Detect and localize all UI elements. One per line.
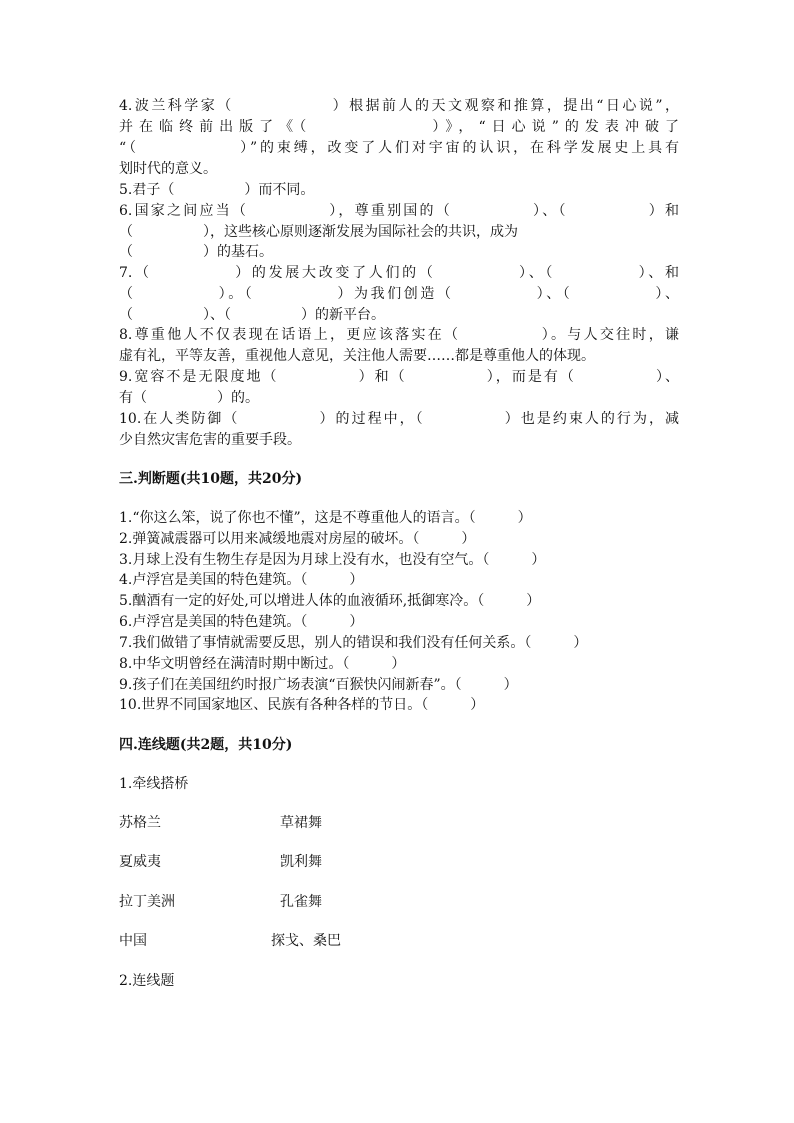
q9-line-2: 有（ ）的。: [119, 390, 259, 406]
section3-title: 三.判断题(共10题，共20分): [119, 471, 303, 487]
q7-line-1: 7.（ ）的发展大改变了人们的（ ）、（ ）、和: [119, 265, 679, 281]
q5-line-1: 5.君子（ ）而不同。: [119, 182, 315, 198]
q10-line-1: 10.在人类防御（ ）的过程中，（ ）也是约束人的行为，减: [119, 411, 679, 427]
match-right-item: 凯利舞: [280, 854, 322, 870]
match-left-item: 夏威夷: [119, 854, 161, 870]
matching-q2-title: 2.连线题: [119, 973, 175, 989]
q4-line-4: 划时代的意义。: [119, 161, 217, 177]
section4-title: 四.连线题(共2题，共10分): [119, 737, 293, 753]
q4-line-3: “（ ）”的束缚，改变了人们对宇宙的认识，在科学发展史上具有: [119, 140, 679, 156]
tf-item-2: 2.弹簧减震器可以用来减缓地震对房屋的破坏。（ ）: [119, 531, 476, 547]
q8-line-2: 虚有礼，平等友善，重视他人意见，关注他人需要……都是尊重他人的体现。: [119, 348, 595, 364]
matching-q1-title: 1.牵线搭桥: [119, 776, 189, 792]
tf-item-8: 8.中华文明曾经在满清时期中断过。（ ）: [119, 656, 406, 672]
tf-item-4: 4.卢浮宫是美国的特色建筑。（ ）: [119, 572, 364, 588]
q4-line-2: 并在临终前出版了《（ ）》，“日心说”的发表冲破了: [119, 119, 679, 135]
q10-line-2: 少自然灾害危害的重要手段。: [119, 432, 301, 448]
q7-line-3: （ ）、（ ）的新平台。: [119, 307, 385, 323]
tf-item-7: 7.我们做错了事情就需要反思，别人的错误和我们没有任何关系。（ ）: [119, 635, 588, 651]
q8-line-1: 8.尊重他人不仅表现在话语上，更应该落实在（ ）。与人交往时，谦: [119, 327, 679, 343]
q6-line-1: 6.国家之间应当（ ），尊重别国的（ ）、（ ）和: [119, 203, 679, 219]
match-right-item: 孔雀舞: [280, 894, 322, 910]
match-left-item: 中国: [119, 933, 147, 949]
match-left-item: 苏格兰: [119, 815, 161, 831]
q4-line-1: 4.波兰科学家（ ）根据前人的天文观察和推算，提出“日心说”，: [119, 98, 679, 114]
match-right-item: 草裙舞: [280, 815, 322, 831]
q9-line-1: 9.宽容不是无限度地（ ）和（ ），而是有（ ）、: [119, 369, 679, 385]
tf-item-5: 5.酗酒有一定的好处,可以增进人体的血液循环,抵御寒冷。（ ）: [119, 593, 541, 609]
tf-item-1: 1.“你这么笨，说了你也不懂”，这是不尊重他人的语言。（ ）: [119, 510, 532, 526]
tf-item-3: 3.月球上没有生物生存是因为月球上没有水，也没有空气。（ ）: [119, 552, 546, 568]
q7-line-2: （ ）。（ ）为我们创造（ ）、（ ）、: [119, 286, 679, 302]
match-right-item: 探戈、桑巴: [271, 933, 341, 949]
q6-line-3: （ ）的基石。: [119, 244, 273, 260]
match-left-item: 拉丁美洲: [119, 894, 175, 910]
q6-line-2: （ ），这些核心原则逐渐发展为国际社会的共识，成为: [119, 224, 518, 240]
tf-item-6: 6.卢浮宫是美国的特色建筑。（ ）: [119, 614, 364, 630]
tf-item-10: 10.世界不同国家地区、民族有各种各样的节日。（ ）: [119, 697, 485, 713]
tf-item-9: 9.孩子们在美国纽约时报广场表演“百猴快闪闹新春”。（ ）: [119, 677, 518, 693]
